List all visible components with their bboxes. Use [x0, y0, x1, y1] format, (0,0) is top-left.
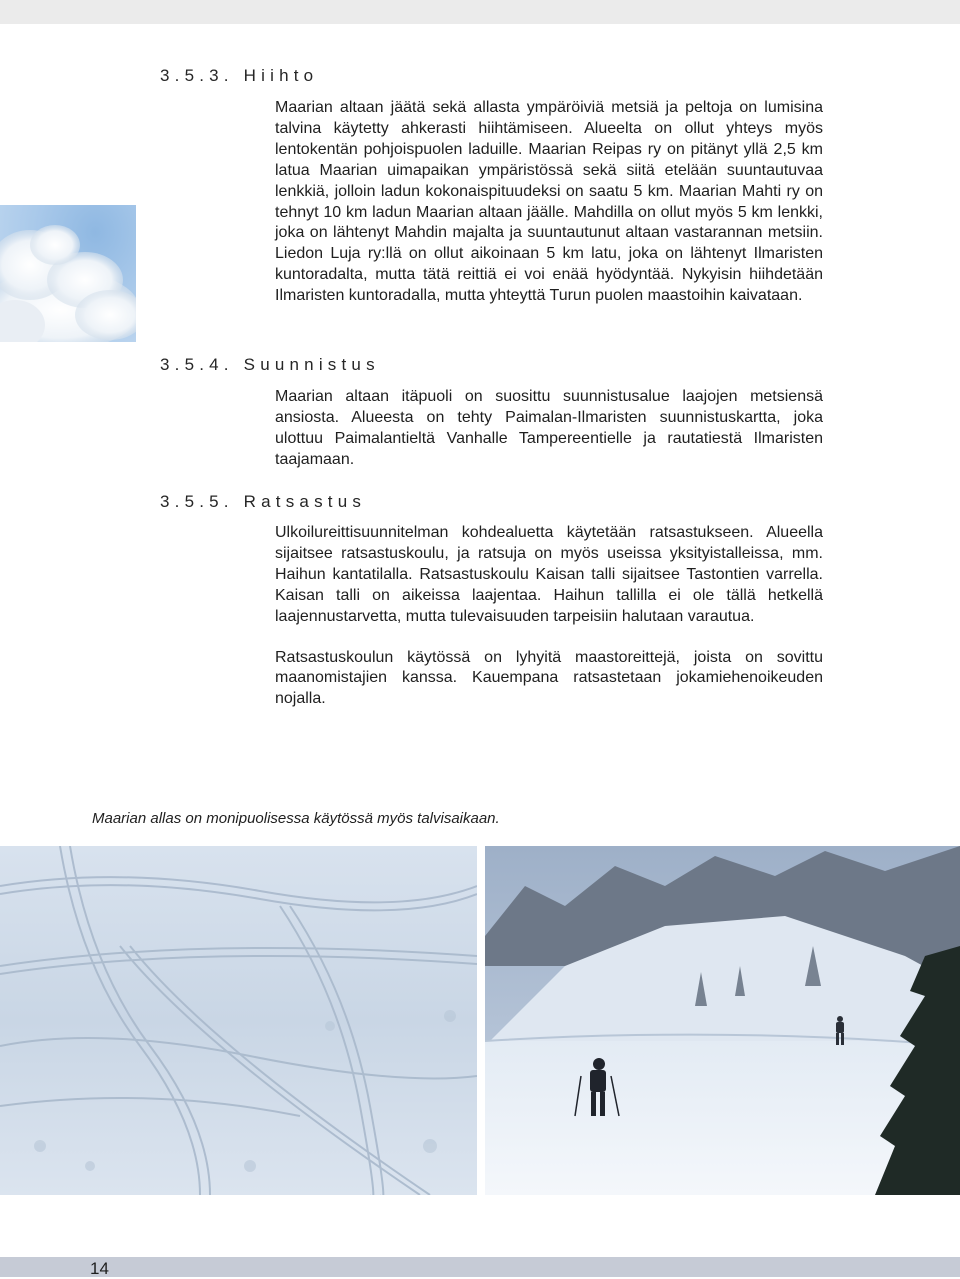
photo-caption: Maarian allas on monipuolisessa käytössä myös talvisaikaan. [92, 810, 500, 827]
section-heading-ratsastus: 3.5.5. Ratsastus [160, 492, 367, 511]
paragraph: Ratsastuskoulun käytössä on lyhyitä maastoreittejä, joista on sovittu maanomistajien kanssa. Kauempana ratsastetaan jokamiehenoikeuden nojalla. [275, 648, 823, 708]
paragraph: Maarian altaan jäätä sekä allasta ympäröiviä metsiä ja peltoja on lumisina talvina käytetty ahkerasti hiihtämiseen. Alueelta on ollut yhteys myös lentokentän pohjoispuolen laduille. Maarian Reipas ry on pitänyt yllä 2,5 km latua Maarian uimapaikan ympäristössä sekä siitä etelään suuntautuvaa lenkkiä, jolloin ladun kokonaispituudeksi on saatu 5 km. Maarian Mahti ry on tehnyt 10 km ladun Maarian altaan jäälle. Mahdilla on ollut myös 5 km lenkki, joka on lähtenyt Mahdin majalta ja suuntautunut altaan vastarannan metsiin. Liedon Luja ry:llä on ollut aikoinaan 5 km latu, joka on lähtenyt Ilmaristen kuntoradalta, mutta tätä reittiä ei voi enää hyödyntää. Nykyisin hiihdetään Ilmaristen kuntoradalla, mutta yhteyttä Turun puolen maastoihin kaivataan. [275, 99, 823, 305]
paragraph: Ulkoilureittisuunnitelman kohdealuetta käytetään ratsastukseen. Alueella sijaitsee ratsastuskoulu, ja ratsuja on myös useissa yksityistalleissa, mm. Haihun kantatilalla. Ratsastuskoulu Kaisan talli sijaitsee Tastontien varrella. Kaisan talli on aikeissa laajentaa. Haihun tallilla ei ole tällä hetkellä laajennustarvetta, mutta tulevaisuuden tarpeisiin halutaan varautua. [275, 524, 823, 625]
section-heading-suunnistus: 3.5.4. Suunnistus [160, 355, 380, 374]
paragraph: Maarian altaan itäpuoli on suosittu suunnistusalue laajojen metsiensä ansiosta. Alueesta on tehty Paimalan-Ilmaristen suunnistuskartta, joka ulottuu Paimalantieltä Vanhalle Tampereentielle ja rautatiestä Ilmaristen taajamaan. [275, 388, 823, 468]
cloud-photo [0, 205, 136, 342]
page-number: 14 [90, 1259, 109, 1278]
section-heading-hiihto: 3.5.3. Hiihto [160, 66, 319, 85]
ski-tracks-photo [0, 846, 477, 1195]
skiers-photo [485, 846, 960, 1195]
section-text-hiihto [275, 98, 823, 307]
section-text-ratsastus [275, 523, 823, 710]
section-text-suunnistus [275, 387, 823, 471]
bottom-band [0, 1257, 960, 1277]
top-band [0, 0, 960, 24]
